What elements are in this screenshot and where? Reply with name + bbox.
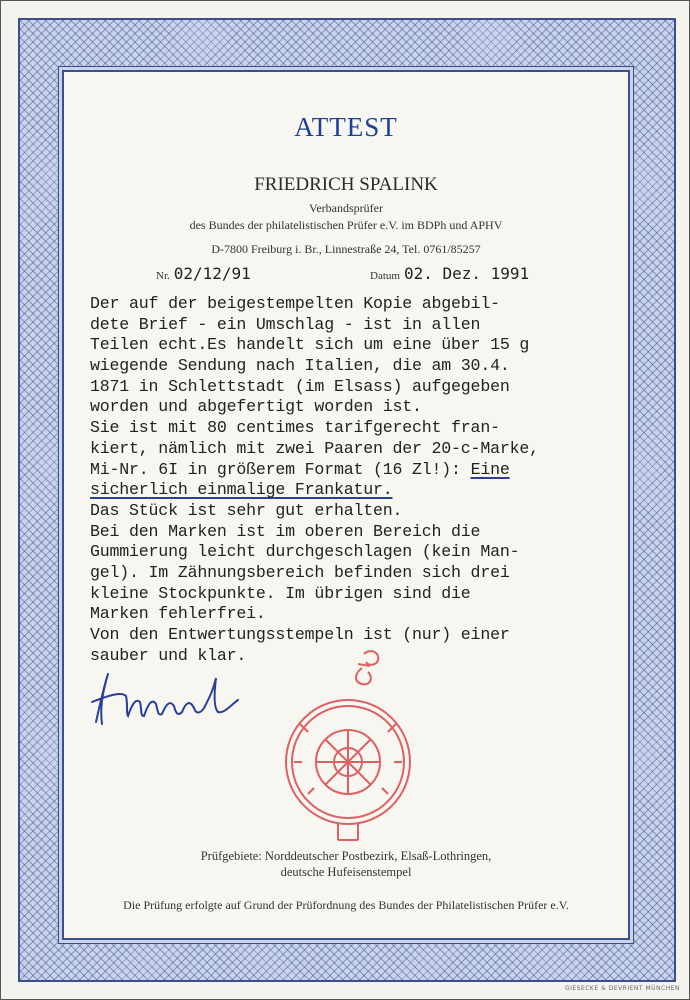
highlight-text: Eine <box>470 459 510 479</box>
signature-icon <box>82 664 282 734</box>
footer-examination-areas <box>64 848 628 880</box>
body-line: Das Stück ist sehr gut erhalten. <box>90 500 403 520</box>
body-line: Gummierung leicht durchgeschlagen (kein Man- <box>90 542 520 562</box>
examiner-association: des Bundes der philatelistischen Prüfer e.V. im BDPh und APHV <box>189 218 503 232</box>
body-line: gel). Im Zähnungsbereich befinden sich drei <box>90 562 510 582</box>
certificate-body <box>90 294 630 666</box>
body-line: kiert, nämlich mit zwei Paaren der 20-c-Marke, <box>90 438 539 458</box>
certificate-date <box>370 264 529 283</box>
body-line: Teilen echt.Es handelt sich um eine über 15 g <box>90 335 530 355</box>
number-value: 02/12/91 <box>173 264 251 283</box>
number-label: Nr. <box>156 270 170 282</box>
highlight-line: sicherlich einmalige Frankatur. <box>90 480 393 500</box>
body-line: 1871 in Schlettstadt (im Elsass) aufgegeben <box>90 376 510 396</box>
body-line-with-highlight <box>90 460 630 481</box>
body-line-part: Mi-Nr. 6I in größerem Format (16 Zl!): <box>90 459 471 479</box>
areas-line-1: Prüfgebiete: Norddeutscher Postbezirk, Elsaß-Lothringen, <box>200 849 492 863</box>
certificate-number <box>156 264 251 283</box>
body-line: worden und abgefertigt worden ist. <box>90 397 422 417</box>
examiner-role: Verbandsprüfer <box>309 201 383 215</box>
body-line: wiegende Sendung nach Italien, die am 30.4. <box>90 356 510 376</box>
body-line: Sie ist mit 80 centimes tarifgerecht fran- <box>90 418 500 438</box>
body-line: Der auf der beigestempelten Kopie abgebil- <box>90 294 500 313</box>
examiner-name: FRIEDRICH SPALINK <box>254 174 438 195</box>
certificate-title: ATTEST <box>294 112 398 142</box>
areas-line-2: deutsche Hufeisenstempel <box>280 865 412 879</box>
examiner-seal-icon <box>278 644 418 854</box>
date-label: Datum <box>370 270 400 282</box>
body-line: Marken fehlerfrei. <box>90 604 266 624</box>
body-line: sauber und klar. <box>90 645 247 665</box>
body-line: kleine Stockpunkte. Im übrigen sind die <box>90 583 471 603</box>
body-line: dete Brief - ein Umschlag - ist in allen <box>90 314 481 334</box>
footer-rules: Die Prüfung erfolgte auf Grund der Prüfordnung des Bundes der Philatelistischen Prüfer e.V. <box>123 898 569 912</box>
body-line: Bei den Marken ist im oberen Bereich die <box>90 521 481 541</box>
body-line: Von den Entwertungsstempeln ist (nur) einer <box>90 625 510 645</box>
examiner-address: D-7800 Freiburg i. Br., Linnestraße 24, Tel. 0761/85257 <box>211 242 481 256</box>
printer-imprint: GIESECKE & DEVRIENT MÜNCHEN <box>564 985 680 992</box>
certificate-panel <box>62 70 630 940</box>
date-value: 02. Dez. 1991 <box>403 264 530 283</box>
